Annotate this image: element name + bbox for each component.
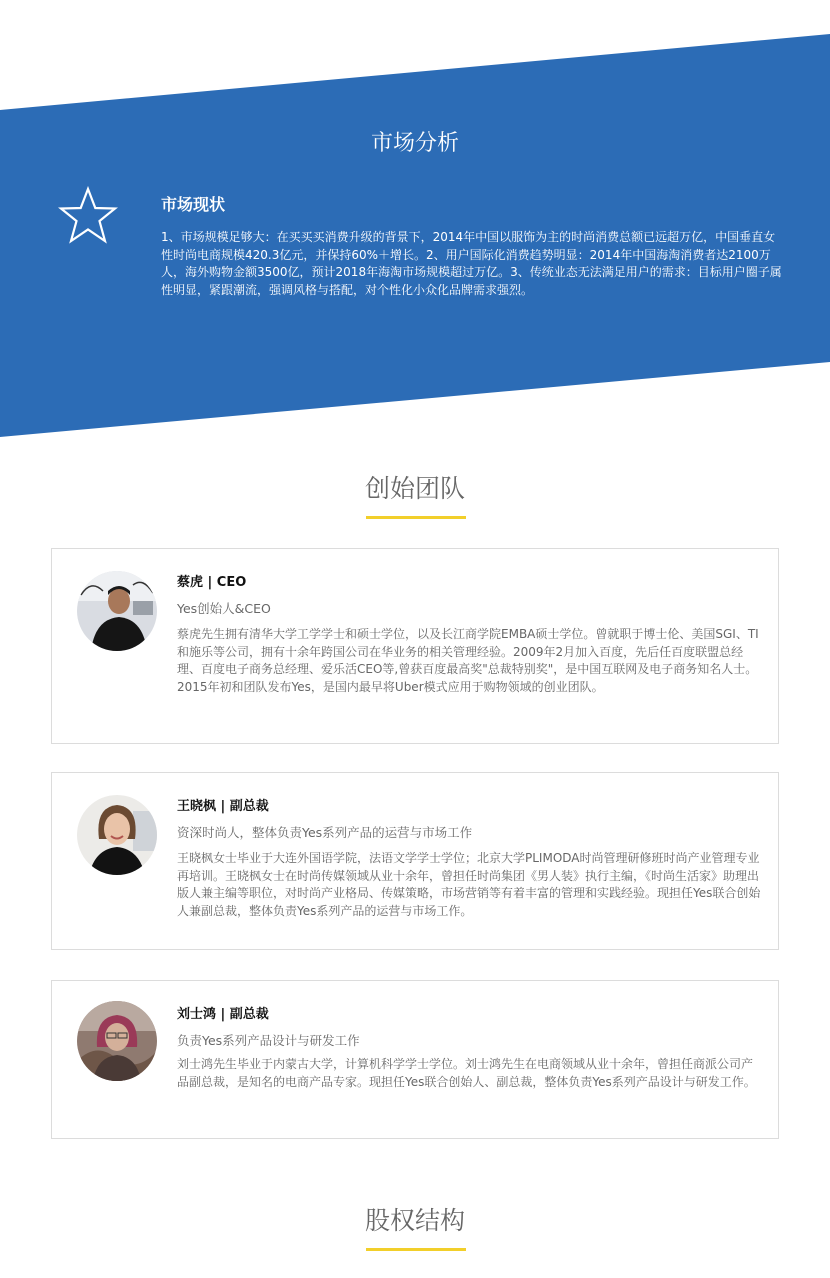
member-name: 王晓枫 | 副总裁	[177, 799, 269, 814]
equity-title: 股权结构	[364, 1206, 465, 1235]
avatar-liu-shihong	[77, 1001, 157, 1081]
market-status-text: 1、市场规模足够大：在买买买消费升级的背景下，2014年中国以服饰为主的时尚消费总额已远超万亿，中国垂直女性时尚电商规模420.3亿元，并保持60%＋增长。2、用户国际化消费趋势明显：2014年中国海淘消费者达2100万人，海外购物金额3500亿，预计2018年海淘市场规模超过万亿。3、传统业态无法满足用户的需求：目标用户圈子属性明显，紧跟潮流，强调风格与搭配，对个性化小众化品牌需求强烈。	[161, 230, 782, 297]
member-role: 负责Yes系列产品设计与研发工作	[177, 1033, 360, 1048]
market-status-heading: 市场现状	[161, 195, 226, 214]
member-bio: 刘士鸿先生毕业于内蒙古大学，计算机科学学士学位。刘士鸿先生在电商领域从业十余年，曾担任商派公司产品副总裁，是知名的电商产品专家。现担任Yes联合创始人、副总裁，整体负责Yes系列产品设计与研发工作。	[177, 1057, 756, 1089]
member-card-wang-xiaofeng	[51, 772, 779, 950]
member-card-liu-shihong	[51, 980, 779, 1139]
avatar-cai-hu	[77, 571, 157, 651]
avatar-wang-xiaofeng	[77, 795, 157, 875]
member-card-cai-hu	[51, 548, 779, 744]
member-bio: 蔡虎先生拥有清华大学工学学士和硕士学位，以及长江商学院EMBA硕士学位。曾就职于博士伦、美国SGI、TI和施乐等公司，拥有十余年跨国公司在华业务的相关管理经验。2009年2月加入百度，先后任百度联盟总经理、百度电子商务总经理、爱乐活CEO等,曾获百度最高奖"总裁特别奖"，是中国互联网及电子商务知名人士。2015年初和团队发布Yes，是国内最早将Uber模式应用于购物领域的创业团队。	[177, 627, 759, 694]
star-icon	[58, 186, 118, 246]
team-title-underline	[366, 516, 466, 519]
member-name: 刘士鸿 | 副总裁	[177, 1007, 269, 1022]
member-role: Yes创始人&CEO	[177, 601, 271, 616]
team-title: 创始团队	[364, 474, 465, 503]
member-name: 蔡虎 | CEO	[177, 575, 247, 590]
hero-slanted-band	[0, 0, 830, 450]
member-role: 资深时尚人，整体负责Yes系列产品的运营与市场工作	[177, 825, 473, 840]
member-bio: 王晓枫女士毕业于大连外国语学院，法语文学学士学位；北京大学PLIMODA时尚管理研修班时尚产业管理专业再培训。王晓枫女士在时尚传媒领域从业十余年，曾担任时尚集团《男人装》执行主编，《时尚生活家》助理出版人兼主编等职位，对时尚产业格局、传媒策略，市场营销等有着丰富的管理和实践经验。现担任Yes联合创始人兼副总裁，整体负责Yes系列产品的运营与市场工作。	[177, 851, 761, 918]
market-title: 市场分析	[370, 131, 459, 156]
equity-title-underline	[366, 1248, 466, 1251]
